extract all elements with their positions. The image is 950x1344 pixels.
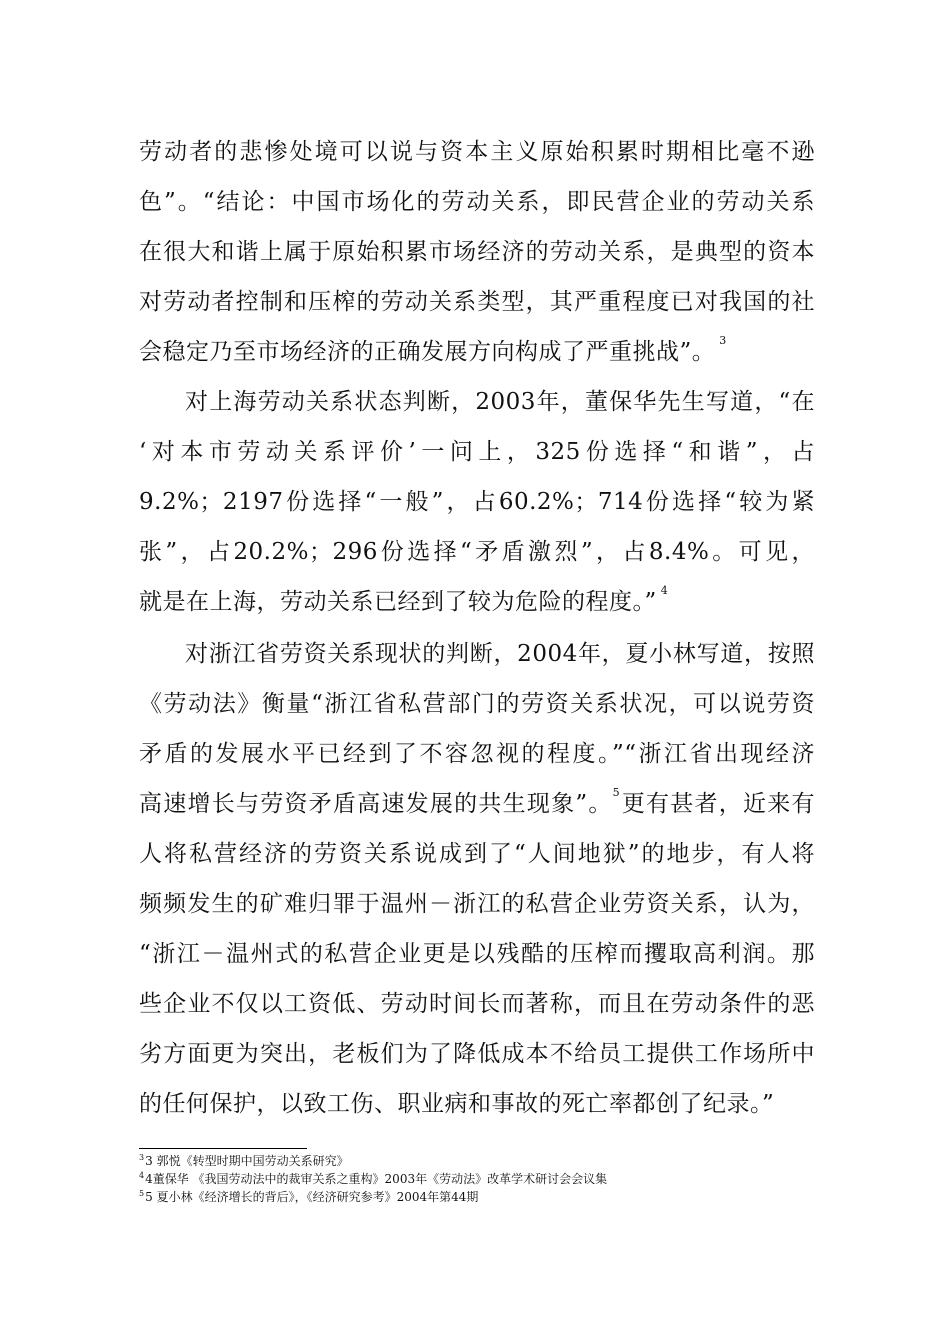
text-line-content: 高速增长与劳资矛盾高速发展的共生现象”。 (139, 791, 613, 817)
text-line (139, 332, 815, 372)
text-line: 在很大和谐上属于原始积累市场经济的劳动关系，是典型的资本 (139, 239, 815, 265)
text-line: 9.2%；2197份选择“一般”，占60.2%；714份选择“较为紧 (139, 489, 815, 515)
text-line: 劣方面更为突出，老板们为了降低成本不给员工提供工作场所中 (139, 1041, 815, 1067)
footnote-mark: 5 (139, 1189, 145, 1198)
text-line: 矛盾的发展水平已经到了不容忽视的程度。”“浙江省出现经济 (139, 741, 815, 767)
text-line-content: 就是在上海，劳动关系已经到了较为危险的程度。” (139, 589, 657, 615)
text-line: 张”，占20.2%；296份选择“矛盾激烈”，占8.4%。可见， (139, 539, 815, 565)
footnote-text: 郭悦《转型时期中国劳动关系研究》 (156, 1154, 349, 1168)
text-line (139, 582, 815, 622)
footnote-prefix: 4 (145, 1172, 153, 1186)
text-line: ‘对本市劳动关系评价’一问上，325份选择“和谐”，占 (139, 439, 815, 465)
text-line: 频频发生的矿难归罪于温州－浙江的私营企业劳资关系，认为， (139, 891, 815, 917)
footnote-text: 夏小林《经济增长的背后》，《经济研究参考》2004年第44期 (156, 1190, 479, 1204)
footnote-ref[interactable]: 5 (612, 786, 621, 799)
text-line-content: 更有甚者，近来有 (621, 791, 816, 817)
text-line: 对劳动者控制和压榨的劳动关系类型，其严重程度已对我国的社 (139, 289, 815, 315)
footnote-divider (139, 1148, 307, 1149)
footnote-prefix: 3 (145, 1154, 153, 1168)
footnote-text: 董保华 《我国劳动法中的裁审关系之重构》2003年《劳动法》改革学术研讨会会议集 (152, 1172, 608, 1186)
footnote-ref[interactable]: 4 (660, 584, 669, 597)
text-line: 劳动者的悲惨处境可以说与资本主义原始积累时期相比毫不逊 (139, 139, 815, 165)
text-line: 些企业不仅以工资低、劳动时间长而著称，而且在劳动条件的恶 (139, 991, 815, 1017)
footnote-prefix: 5 (145, 1190, 153, 1204)
footnotes (139, 1152, 815, 1206)
footnote-mark: 3 (139, 1153, 145, 1162)
text-line: 《劳动法》衡量“浙江省私营部门的劳资关系状况，可以说劳资 (139, 691, 815, 717)
text-line (139, 784, 815, 824)
text-line: “浙江－温州式的私营企业更是以残酷的压榨而攫取高利润。那 (139, 941, 815, 967)
text-line-content: 会稳定乃至市场经济的正确发展方向构成了严重挑战”。 (139, 339, 716, 365)
footnote-4 (139, 1170, 815, 1188)
footnote-3 (139, 1152, 815, 1170)
footnote-ref[interactable]: 3 (719, 334, 727, 347)
text-line: 对上海劳动关系状态判断，2003年，董保华先生写道，“在 (185, 389, 815, 415)
footnote-mark: 4 (139, 1171, 145, 1180)
text-line: 对浙江省劳资关系现状的判断，2004年，夏小林写道，按照 (185, 641, 815, 667)
text-line: 的任何保护，以致工伤、职业病和事故的死亡率都创了纪录。” (139, 1091, 775, 1117)
footnote-5 (139, 1188, 815, 1206)
text-line: 人将私营经济的劳资关系说成到了“人间地狱”的地步，有人将 (139, 841, 815, 867)
text-line: 色”。“结论：中国市场化的劳动关系，即民营企业的劳动关系 (139, 189, 815, 215)
